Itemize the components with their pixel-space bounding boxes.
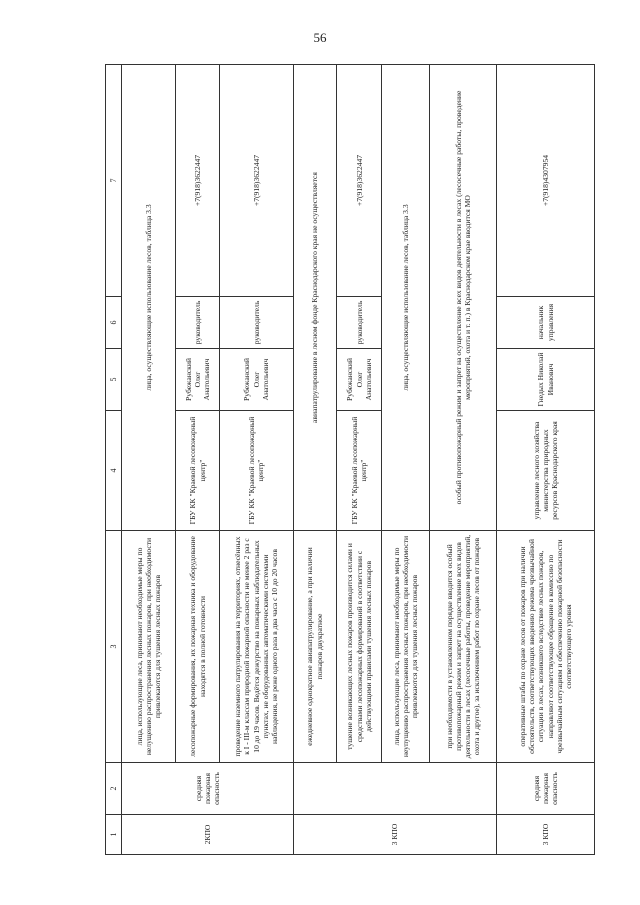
header-cell: 1 — [106, 815, 122, 855]
danger-level-cell: средняя пожарная опасность — [122, 763, 293, 815]
position-cell: руководитель — [336, 297, 382, 349]
table-rotation-frame — [105, 65, 595, 855]
table-row — [336, 65, 382, 855]
position-cell: руководитель — [219, 297, 293, 349]
measure-cell: проведение наземного патрулирования на территориях, отнесённых к I - III-м классам природной пожарной опасности не менее 2 раз с 10 до 19 часов. Ведётся дежурство на пожарных наблюдательных пунктах, не оборудованных автоматическими системами наблюдения, не реже одного раза в два часа с 10 до 20 часов — [219, 531, 293, 763]
class-label-cell: 3 КПО — [293, 815, 497, 855]
measure-cell: лесопожарные формирования, их пожарная техника и оборудование находятся в полной готовности — [176, 531, 219, 763]
class-label-cell: 3 КПО — [497, 815, 595, 855]
table-row — [219, 65, 293, 855]
phone-cell: +7(918)3622447 — [336, 65, 382, 297]
responsible-cell: лица, осуществляющие использование лесов, таблица 3.3 — [382, 65, 430, 531]
table-row — [122, 65, 176, 855]
phone-cell: +7(918)3622447 — [176, 65, 219, 297]
page-number: 56 — [313, 30, 327, 45]
table-row — [382, 65, 430, 855]
table-row — [176, 65, 219, 855]
rotated-table-wrapper — [105, 65, 595, 855]
header-cell: 7 — [106, 65, 122, 297]
header-row — [106, 65, 122, 855]
class-label-cell: 2КПО — [122, 815, 293, 855]
fire-danger-measures-table — [105, 64, 595, 855]
header-cell: 6 — [106, 297, 122, 349]
organization-cell: управление лесного хозяйства министерства природных ресурсов Краснодарского края — [497, 411, 595, 531]
phone-cell: +7(918)3622447 — [219, 65, 293, 297]
organization-cell: ГБУ КК "Краевой лесопожарный центр" — [336, 411, 382, 531]
table-row — [430, 65, 497, 855]
table-row — [497, 65, 595, 855]
person-cell: Рубежанский Олег Анатольевич — [219, 349, 293, 411]
header-cell: 2 — [106, 763, 122, 815]
measure-cell: при необходимости в установленном порядке вводится особый противопожарный режим и запрет на осуществление всех видов деятельности в лесах (лесосечные работы, проведение мероприятий, охота и другое), за исключением работ по охране лесов от пожаров — [430, 531, 497, 763]
measure-cell: лица, использующие леса, принимают необходимые меры по неупущению распространения лесных пожаров, при необходимости привлекаются для тушения лесных пожаров — [382, 531, 430, 763]
measure-cell: лица, использующие леса, принимают необходимые меры по нелущению распространения лесных пожаров, при необходимости привлекаются для тушения лесных пожаров — [122, 531, 176, 763]
danger-level-cell: средняя пожарная опасность — [497, 763, 595, 815]
measure-cell: тушение возникающих лесных пожаров производится силами и средствами лесопожарных формирований в соответствии с действующими правилами тушения лесных пожаров — [336, 531, 382, 763]
measure-cell: ежедневное однократное авиапатрулирование, а при наличии пожаров двукратное — [293, 531, 336, 763]
position-cell: начальник управления — [497, 297, 595, 349]
person-cell: Гнедых Николай Иванович — [497, 349, 595, 411]
header-cell: 4 — [106, 411, 122, 531]
person-cell: Рубежанский Олег Анатольевич — [336, 349, 382, 411]
header-cell: 3 — [106, 531, 122, 763]
phone-cell: +7(918)4307954 — [497, 65, 595, 297]
responsible-cell: авиапатрулирование в лесном фонде Краснодарского края не осуществляется — [293, 65, 336, 531]
header-cell: 5 — [106, 349, 122, 411]
organization-cell: ГБУ КК "Краевой лесопожарный центр" — [219, 411, 293, 531]
measure-cell: оперативные штабы по охране лесов от пожаров при наличии обстоятельств, соответствующих введению режима чрезвычайной ситуации в лесах, возникшего вследствие лесных пожаров, направляют соответствующее обращение в комиссию по чрезвычайным ситуациям и обеспечению пожарной безопасности соответствующего уровня — [497, 531, 595, 763]
danger-level-cell — [293, 763, 497, 815]
responsible-cell: лица, осуществляющие использование лесов, таблица 3.3 — [122, 65, 176, 531]
organization-cell: ГБУ КК "Краевой лесопожарный центр" — [176, 411, 219, 531]
responsible-cell: особый противопожарный режим и запрет на осуществление всех видов деятельности в лесах (лесосечные работы, проведение мероприятий, охота и т. п.) в Краснодарском крае вводится МО — [430, 65, 497, 531]
table-row — [293, 65, 336, 855]
position-cell: руководитель — [176, 297, 219, 349]
person-cell: Рубежанский Олег Анатольевич — [176, 349, 219, 411]
